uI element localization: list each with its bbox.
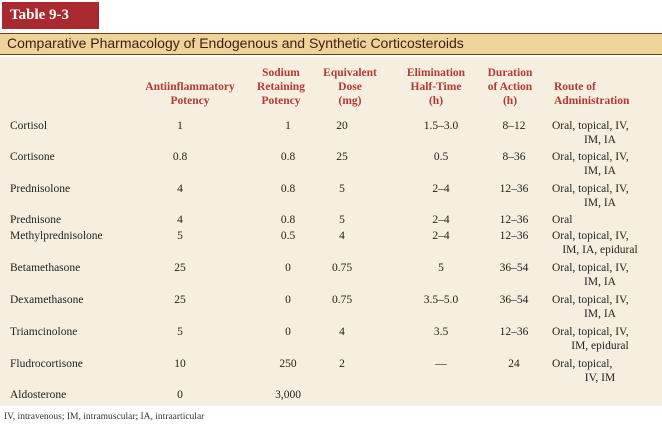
route-line: IM, IA bbox=[584, 197, 616, 209]
header-elimination: Elimination Half-Time (h) bbox=[406, 67, 466, 107]
cell-anti: 4 bbox=[177, 183, 183, 195]
cell-route bbox=[552, 119, 648, 147]
cell-drug: Fludrocortisone bbox=[10, 358, 83, 370]
cell-sodium: 1 bbox=[285, 120, 291, 132]
header-route: Route of Administration bbox=[554, 81, 630, 107]
cell-dose: 2 bbox=[339, 358, 345, 370]
route-line: Oral, topical, bbox=[552, 358, 613, 370]
cell-route bbox=[552, 261, 648, 289]
cell-drug: Methylprednisolone bbox=[10, 230, 103, 242]
cell-anti: 5 bbox=[177, 326, 183, 338]
cell-drug: Dexamethasone bbox=[10, 294, 84, 306]
route-line: Oral, topical, IV, bbox=[552, 230, 629, 242]
cell-half: — bbox=[435, 358, 447, 370]
cell-half: 2–4 bbox=[432, 183, 450, 195]
cell-route bbox=[552, 293, 648, 321]
table-number-tag: Table 9-3 bbox=[2, 2, 99, 29]
cell-sodium: 0 bbox=[285, 294, 291, 306]
route-line: Oral, topical, IV, bbox=[552, 294, 629, 306]
cell-dose: 4 bbox=[339, 326, 345, 338]
route-line: IM, IA bbox=[584, 165, 616, 177]
cell-dose: 4 bbox=[339, 230, 345, 242]
cell-sodium: 0 bbox=[285, 326, 291, 338]
cell-dose: 25 bbox=[336, 151, 348, 163]
route-line: IV, IM bbox=[584, 372, 616, 384]
cell-half: 0.5 bbox=[433, 151, 449, 163]
cell-half: 3.5–5.0 bbox=[423, 294, 459, 306]
cell-route bbox=[552, 357, 648, 385]
cell-half: 5 bbox=[438, 262, 444, 274]
cell-route bbox=[552, 229, 648, 257]
route-line: IM, IA bbox=[584, 276, 616, 288]
cell-route bbox=[552, 325, 648, 353]
route-line: Oral, topical, IV, bbox=[552, 183, 629, 195]
route-line: Oral, topical, IV, bbox=[552, 120, 629, 132]
cell-anti: 25 bbox=[174, 294, 186, 306]
cell-half: 2–4 bbox=[432, 214, 450, 226]
cell-drug: Prednisolone bbox=[10, 183, 71, 195]
cell-anti: 0 bbox=[177, 389, 183, 401]
cell-dose: 20 bbox=[336, 120, 348, 132]
route-line: IM, epidural bbox=[571, 340, 629, 352]
route-line: Oral, topical, IV, bbox=[552, 326, 629, 338]
route-line: IM, IA bbox=[584, 308, 616, 320]
cell-duration: 12–36 bbox=[499, 214, 529, 226]
cell-duration: 12–36 bbox=[499, 183, 529, 195]
cell-anti: 25 bbox=[174, 262, 186, 274]
table-title: Comparative Pharmacology of Endogenous and Synthetic Corticosteroids bbox=[0, 33, 662, 55]
header-sodium: Sodium Retaining Potency bbox=[257, 67, 305, 107]
cell-drug: Cortisol bbox=[10, 120, 48, 132]
header-duration: Duration of Action (h) bbox=[487, 67, 533, 107]
cell-dose: 5 bbox=[339, 183, 345, 195]
cell-sodium: 3,000 bbox=[275, 389, 301, 401]
route-line: Oral, topical, IV, bbox=[552, 151, 629, 163]
cell-anti: 4 bbox=[177, 214, 183, 226]
cell-drug: Cortisone bbox=[10, 151, 55, 163]
cell-drug: Triamcinolone bbox=[10, 326, 78, 338]
cell-sodium: 0.8 bbox=[280, 183, 296, 195]
cell-duration: 12–36 bbox=[499, 326, 529, 338]
cell-anti: 10 bbox=[174, 358, 186, 370]
header-dose: Equivalent Dose (mg) bbox=[323, 67, 377, 107]
cell-duration: 24 bbox=[508, 358, 520, 370]
cell-duration: 12–36 bbox=[499, 230, 529, 242]
cell-drug: Betamethasone bbox=[10, 262, 81, 274]
cell-half: 2–4 bbox=[432, 230, 450, 242]
cell-anti: 0.8 bbox=[172, 151, 188, 163]
cell-sodium: 0 bbox=[285, 262, 291, 274]
cell-sodium: 0.5 bbox=[280, 230, 296, 242]
cell-drug: Prednisone bbox=[10, 214, 62, 226]
cell-dose: 0.75 bbox=[331, 262, 353, 274]
cell-duration: 36–54 bbox=[499, 294, 529, 306]
cell-dose: 0.75 bbox=[331, 294, 353, 306]
route-line: Oral bbox=[552, 214, 573, 226]
route-line: IM, IA, epidural bbox=[562, 244, 638, 256]
cell-sodium: 250 bbox=[279, 358, 297, 370]
cell-route bbox=[552, 213, 648, 227]
route-line: Oral, topical, IV, bbox=[552, 262, 629, 274]
cell-sodium: 0.8 bbox=[280, 214, 296, 226]
cell-duration: 8–36 bbox=[502, 151, 526, 163]
cell-route bbox=[552, 182, 648, 210]
cell-half: 1.5–3.0 bbox=[423, 120, 459, 132]
route-line: IM, IA bbox=[584, 134, 616, 146]
header-antiinflammatory: Antiinflammatory Potency bbox=[145, 81, 235, 107]
cell-anti: 1 bbox=[177, 120, 183, 132]
cell-route bbox=[552, 150, 648, 178]
cell-drug: Aldosterone bbox=[10, 389, 67, 401]
cell-sodium: 0.8 bbox=[280, 151, 296, 163]
cell-dose: 5 bbox=[339, 214, 345, 226]
cell-duration: 36–54 bbox=[499, 262, 529, 274]
cell-duration: 8–12 bbox=[502, 120, 526, 132]
footnote: IV, intravenous; IM, intramuscular; IA, intraarticular bbox=[4, 412, 205, 422]
cell-anti: 5 bbox=[177, 230, 183, 242]
cell-half: 3.5 bbox=[433, 326, 449, 338]
